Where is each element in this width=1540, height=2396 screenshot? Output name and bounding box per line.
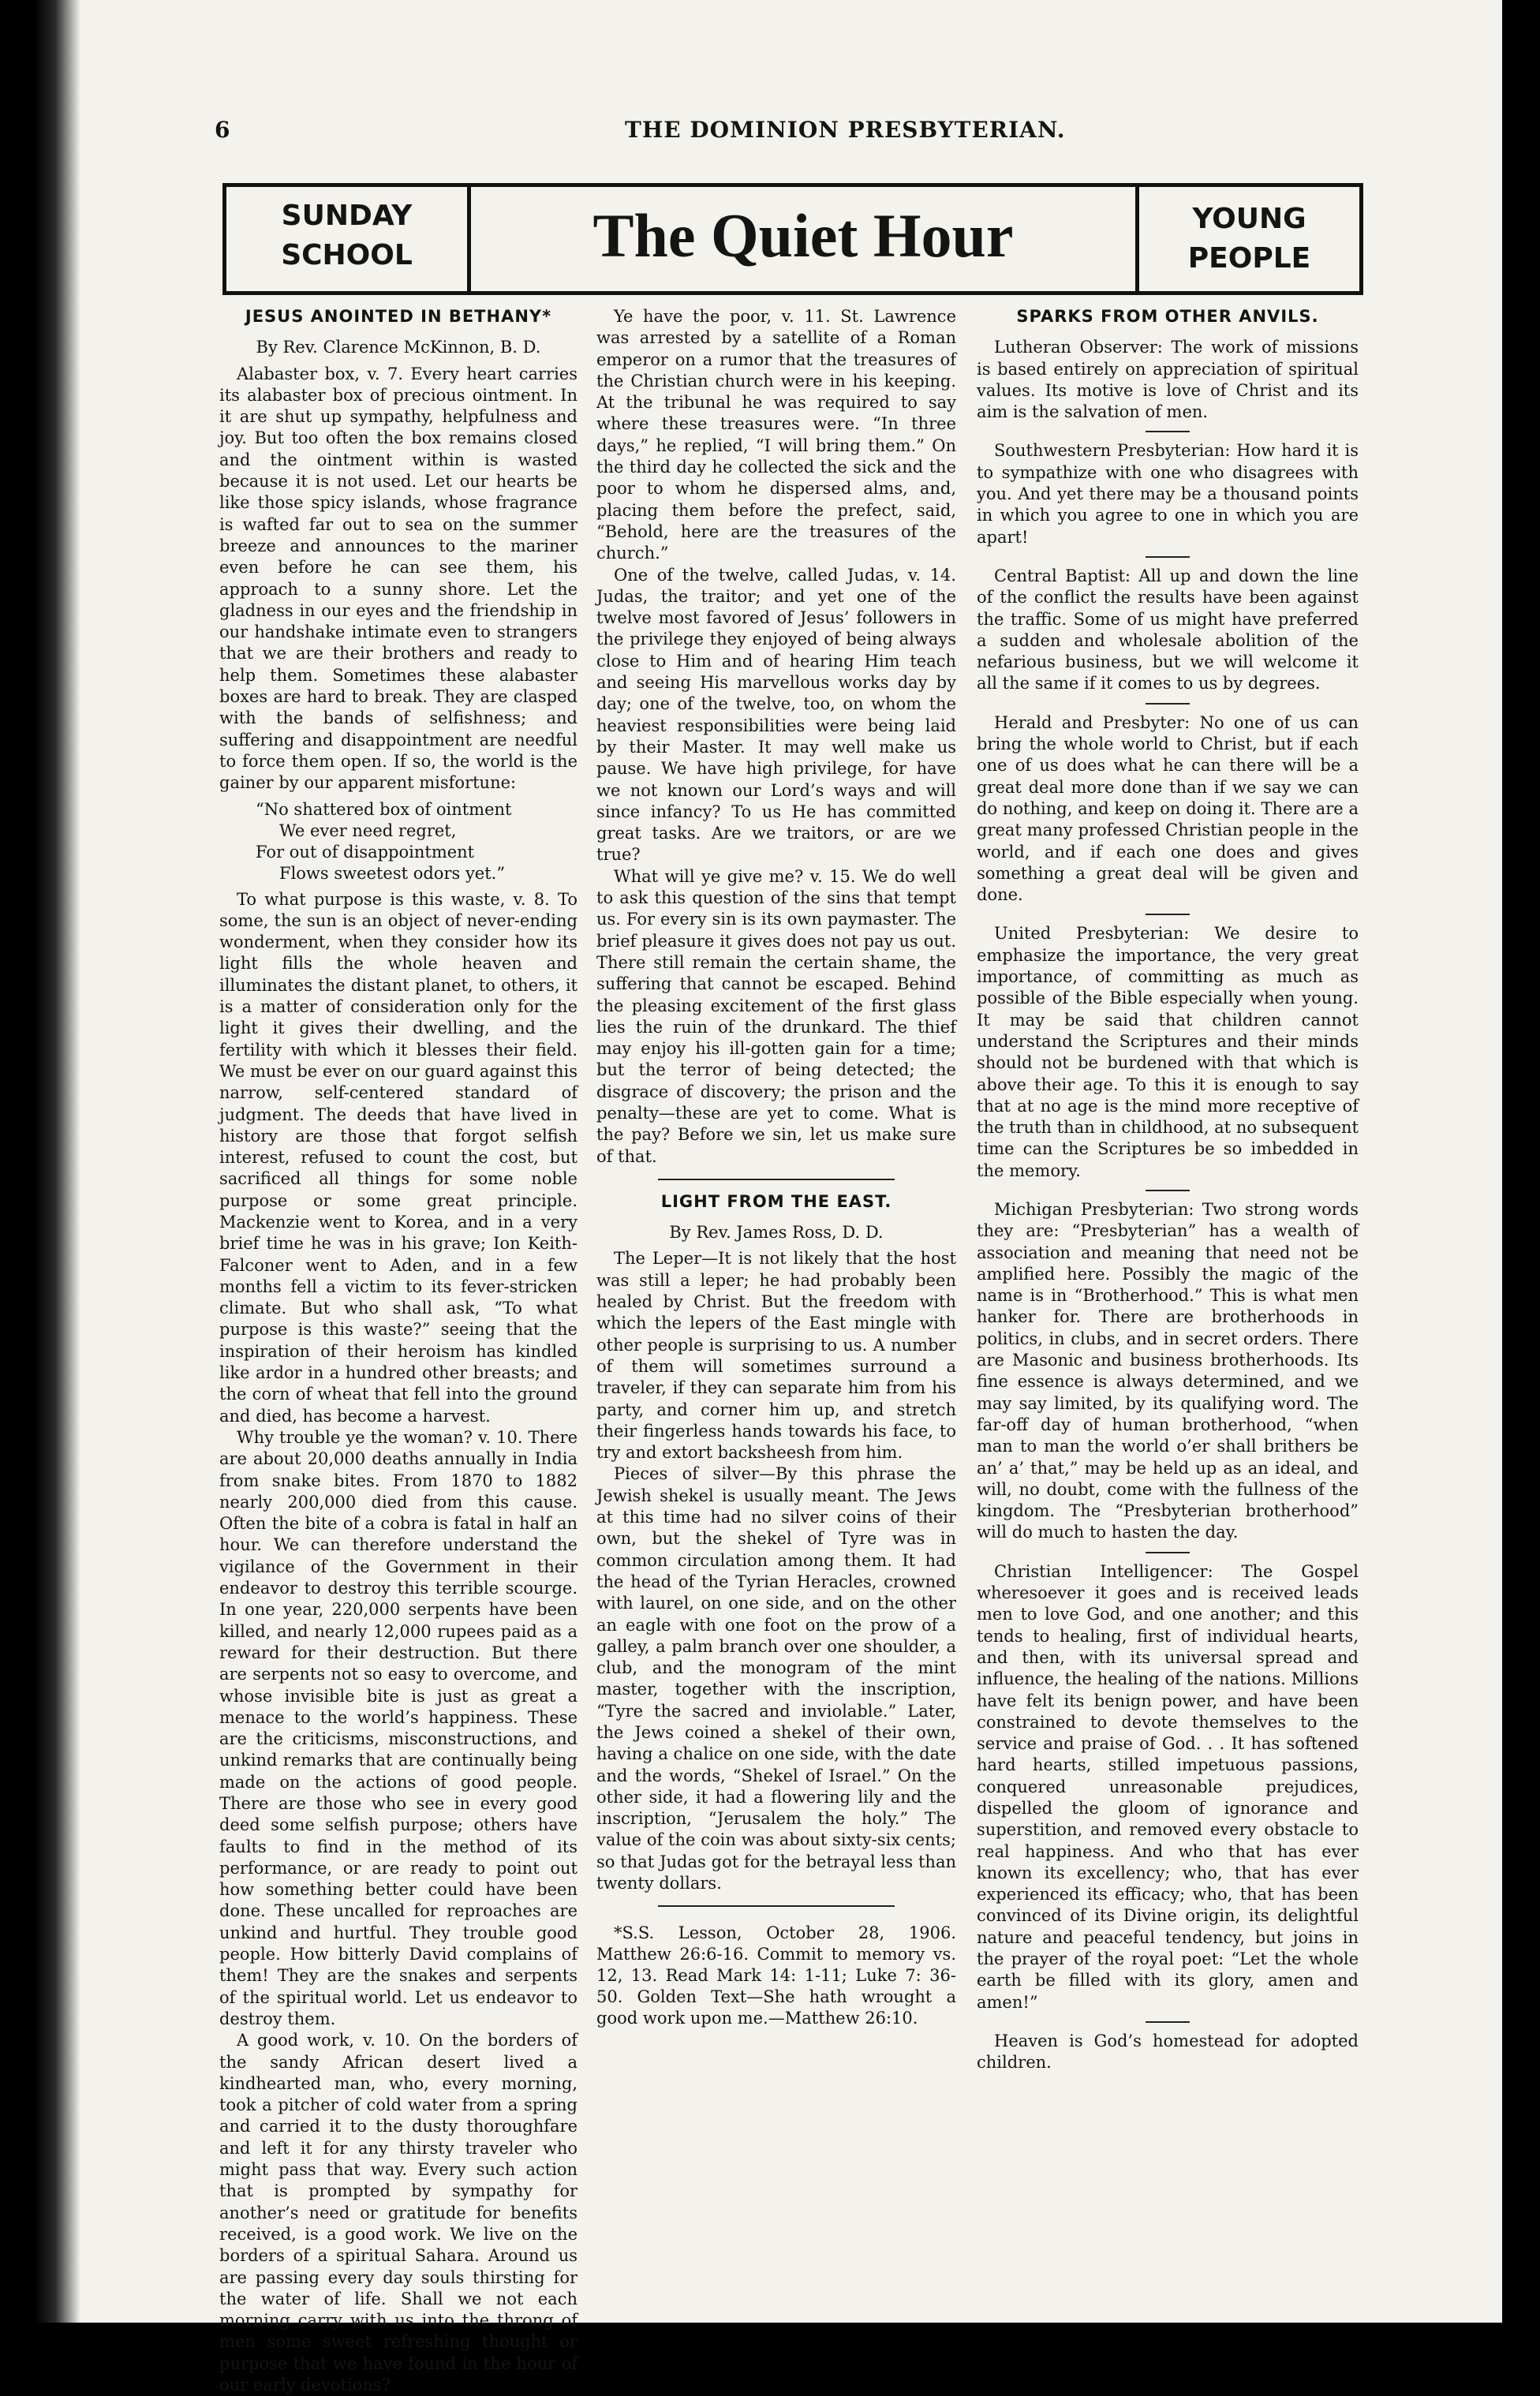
divider — [658, 1179, 895, 1180]
divider — [658, 1905, 895, 1907]
paragraph: Pieces of silver—By this phrase the Jewish shekel is usually meant. The Jews at this time had no silver coins of their own, but the shekel of Tyre was in common circulation among them. It had the head of the Tyrian Heracles, crowned with laurel, on one side, and on the other an eagle with one foot on the prow of a galley, a palm branch over one shoulder, a club, and the monogram of the mint master, together with the inscription, “Tyre the sacred and inviolable.” Later, the Jews coined a shekel of their own, having a chalice on one side, with the date and the words, “Shekel of Israel.” On the other side, it had a flowering lily and the inscription, “Jerusalem the holy.” The value of the coin was about sixty-six cents; so that Judas got for the betrayal less than twenty dollars. — [596, 1464, 956, 1893]
journal-title: THE DOMINION PRESBYTERIAN. — [625, 117, 1066, 143]
article-title: LIGHT FROM THE EAST. — [660, 1191, 892, 1211]
divider — [1146, 703, 1190, 705]
paragraph: To what purpose is this waste, v. 8. To some, the sun is an object of never-ending wonderment, when they consider how its light fills the whole heaven and illuminates the distant planet, to others, it is a matter of consideration only for the light it gives their dwelling, and the fertility with which it blesses their field. We must be ever on our guard against this narrow, self-centered standard of judgment. The deeds that have lived in history are those that forgot selfish interest, refused to count the cost, but sacrificed all things for some noble purpose or some great principle. Mackenzie went to Korea, and in a very brief time he was in his grave; Ion Keith-Falconer went to Aden, and in a few months fell a victim to its fever-stricken climate. But who shall ask, “To what purpose is this waste?” seeing that the inspiration of their heroism has kindled like ardor in a hundred other breasts; and the corn of wheat that fell into the ground and died, has become a harvest. — [219, 889, 578, 1426]
paragraph: Alabaster box, v. 7. Every heart carries its alabaster box of precious ointment. In it are shut up sympathy, helpfulness and joy. But too often the box remains closed and the ointment within is wasted because it is not used. Let our hearts be like those spicy islands, whose fragrance is wafted far out to sea on the summer breeze and announces to the mariner even before he can see them, his approach to a sunny shore. Let the gladness in our eyes and the friendship in our handshake intimate even to strangers that we are their brothers and ready to help them. Sometimes these alabaster boxes are hard to break. They are clasped with the bands of selfishness; and suffering and disappointment are needful to force them open. If so, the world is the gainer by our apparent misfortune: — [219, 364, 578, 793]
article-title: JESUS ANOINTED IN BETHANY* — [245, 307, 552, 326]
divider — [1146, 556, 1190, 558]
column-1 — [219, 306, 578, 2396]
divider — [1146, 2021, 1190, 2023]
lesson-footnote: *S.S. Lesson, October 28, 1906. Matthew 26:6-16. Commit to memory vs. 12, 13. Read Mark 14: 1-11; Luke 7: 36-50. Golden Text—She hath wrought a good work upon me.—Matthew 26:10. — [596, 1923, 956, 2028]
newspaper-page — [35, 0, 1502, 2395]
paragraph: The Leper—It is not likely that the host was still a leper; he had probably been healed by Christ. But the freedom with which the lepers of the East mingle with other people is surprising to us. A number of them will sometimes surround a traveler, if they can separate him from his party, and corner him up, and stretch their fingerless hands towards his face, to try and extort backsheesh from him. — [596, 1249, 956, 1463]
divider — [1146, 1552, 1190, 1553]
paragraph: Heaven is God’s homestead for adopted children. — [977, 2031, 1359, 2073]
section-header-box — [222, 183, 1363, 295]
paragraph: Christian Intelligencer: The Gospel wheresoever it goes and is received leads men to love God, and one another; and this tends to healing, first of individual hearts, and then, with its universal spread and influence, the healing of the nations. Millions have felt its benign power, and have been constrained to devote themselves to the service and praise of God. . . It has softened hard hearts, stilled impetuous passions, conquered unreasonable prejudices, dispelled the gloom of ignorance and superstition, and removed every obstacle to real happiness. And who that has ever known its excellency; who, that has ever experienced its efficacy; who, that has been convinced of its Divine origin, its delightful nature and peaceful tendency, but joins in the prayer of the royal poet: “Let the whole earth be filled with its glory, amen and amen!” — [977, 1561, 1359, 2012]
sunday-school-label: SUNDAY SCHOOL — [226, 187, 471, 291]
section-title: The Quiet Hour — [592, 201, 1014, 270]
paragraph: Herald and Presbyter: No one of us can bring the whole world to Christ, but if each one of us does what he can there will be a great deal more done than if we say we can do nothing, and keep on doing it. There are a great many professed Christian people in the world, and if each one does and gives something a great deal will be given and done. — [977, 712, 1359, 905]
running-head — [215, 117, 1359, 153]
page-number: 6 — [215, 117, 231, 143]
article-byline: By Rev. James Ross, D. D. — [669, 1223, 884, 1243]
poem-quote: “No shattered box of ointment We ever need regret, For out of disappointment Flows sweetest odors yet.” — [256, 799, 512, 883]
paragraph: Southwestern Presbyterian: How hard it is to sympathize with one who disagrees with you. And yet there may be a thousand points in which you agree to one in which you are apart! — [977, 441, 1359, 547]
paragraph: What will ye give me? v. 15. We do well to ask this question of the sins that tempt us. For every sin is its own paymaster. The brief pleasure it gives does not pay us out. There still remain the certain shame, the suffering that cannot be escaped. Behind the pleasing excitement of the first glass lies the ruin of the drunkard. The thief may enjoy his ill-gotten gain for a time; but the terror of being detected; the disgrace of discovery; the prison and the penalty—these are yet to come. What is the pay? Before we sin, let us make sure of that. — [596, 866, 956, 1166]
paragraph: Central Baptist: All up and down the line of the conflict the results have been against the traffic. Some of us might have preferred a sudden and wholesale abolition of the nefarious business, but we will welcome it all the same if it comes to us by degrees. — [977, 566, 1359, 693]
paragraph: A good work, v. 10. On the borders of the sandy African desert lived a kindhearted man, who, every morning, took a pitcher of cold water from a spring and carried it to the dusty thoroughfare and left it for any thirsty traveler who might pass that way. Every such action that is prompted by sympathy for another’s need or gratitude for benefits received, is a good work. We live on the borders of a spiritual Sahara. Around us are passing every day souls thirsting for the water of life. Shall we not each morning carry with us into the throng of men some sweet refreshing thought or purpose that we have found in the hour of our early devotions? — [219, 2031, 578, 2395]
scan-edge-shadow — [35, 0, 80, 2323]
divider — [1146, 431, 1190, 432]
divider — [1146, 1190, 1190, 1191]
article-byline: By Rev. Clarence McKinnon, B. D. — [256, 338, 541, 357]
paragraph: One of the twelve, called Judas, v. 14. Judas, the traitor; and yet one of the twelve most favored of Jesus’ followers in the privilege they enjoyed of being always close to Him and of hearing Him teach and seeing His marvellous works day by day; one of the twelve, too, on whom the heaviest responsibilities were being laid by their Master. It may well make us pause. We have high privilege, for have we not known our Lord’s ways and will since infancy? To us He has committed great tasks. Are we traitors, or are we true? — [596, 565, 956, 865]
divider — [1146, 914, 1190, 915]
paragraph: Lutheran Observer: The work of missions is based entirely on appreciation of spiritual values. Its motive is love of Christ and its aim is the salvation of men. — [977, 338, 1359, 422]
article-title: SPARKS FROM OTHER ANVILS. — [1016, 307, 1319, 326]
paragraph: Why trouble ye the woman? v. 10. There are about 20,000 deaths annually in India from snake bites. From 1870 to 1882 nearly 200,000 died from this cause. Often the bite of a cobra is fatal in half an hour. We can therefore understand the vigilance of the Government in their endeavor to destroy this terrible scourge. In one year, 220,000 serpents have been killed, and nearly 12,000 rupees paid as a reward for their destruction. But there are serpents not so easy to overcome, and whose invisible bite is just as great a menace to the world’s happiness. These are the criticisms, misconstructions, and unkind remarks that are continually being made on the actions of good people. There are those who see in every good deed some selfish purpose; others have faults to find in the method of its performance, or are ready to point out how something better could have been done. These uncalled for reproaches are unkind and hurtful. They trouble good people. How bitterly David complains of them! They are the snakes and serpents of the spiritual world. Let us endeavor to destroy them. — [219, 1427, 578, 2028]
paragraph: Ye have the poor, v. 11. St. Lawrence was arrested by a satellite of a Roman emperor on a rumor that the treasures of the Christian church were in his keeping. At the tribunal he was required to say where these treasures were. “In three days,” he replied, “I will bring them.” On the third day he collected the sick and the poor to whom he dispersed alms, and, placing them before the prefect, said, “Behold, here are the treasures of the church.” — [596, 307, 956, 563]
column-2 — [596, 306, 956, 2029]
young-people-label: YOUNG PEOPLE — [1135, 187, 1359, 291]
paragraph: United Presbyterian: We desire to emphasize the importance, the very great importance, of committing as much as possible of the Bible especially when young. It may be said that children cannot understand the Scriptures and their minds should not be burdened with that which is above their age. To this it is enough to say that at no age is the mind more receptive of the truth than in childhood, at no subsequent time can the Scriptures be so imbedded in the memory. — [977, 924, 1359, 1180]
column-3 — [977, 306, 1359, 2074]
paragraph: Michigan Presbyterian: Two strong words they are: “Presbyterian” has a wealth of association and meaning that need not be amplified here. Possibly the magic of the name is in “Brotherhood.” This is what men hanker for. There are brotherhoods in politics, in clubs, and in secret orders. There are Masonic and business brotherhoods. Its fine essence is always determined, and we may say limited, by its qualifying word. The far-off day of human brotherhood, “when man to man the world o’er shall brithers be an’ a’ that,” may be held up as an ideal, and will, no doubt, come with the fullness of the kingdom. The “Presbyterian brotherhood” will do much to hasten the day. — [977, 1199, 1359, 1542]
